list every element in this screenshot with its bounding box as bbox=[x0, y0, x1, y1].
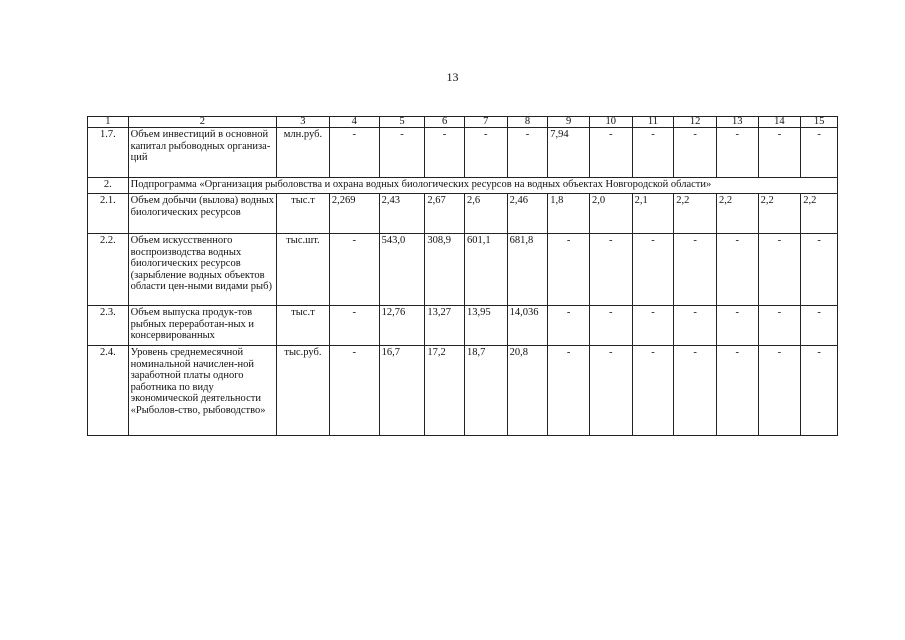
value-cell: 2,2 bbox=[716, 194, 758, 234]
column-header: 4 bbox=[329, 117, 379, 128]
indicator-name: Объем искусственного воспроизводства водных биологических ресурсов (зарыбление водных объектов области цен-ными видами рыб) bbox=[128, 234, 276, 306]
indicator-name: Объем выпуска продук-тов рыбных переработан-ных и консервированных bbox=[128, 306, 276, 346]
value-cell: 16,7 bbox=[379, 346, 425, 436]
column-header: 6 bbox=[425, 117, 465, 128]
value-cell: 308,9 bbox=[425, 234, 465, 306]
value-cell: - bbox=[589, 128, 632, 178]
header-row bbox=[88, 117, 838, 128]
table-row bbox=[88, 194, 838, 234]
value-cell: - bbox=[632, 306, 674, 346]
value-cell: 18,7 bbox=[464, 346, 507, 436]
value-cell: - bbox=[589, 234, 632, 306]
value-cell: - bbox=[329, 346, 379, 436]
value-cell: 543,0 bbox=[379, 234, 425, 306]
table-row bbox=[88, 234, 838, 306]
value-cell: - bbox=[716, 234, 758, 306]
value-cell: 2,46 bbox=[507, 194, 548, 234]
indicator-name: Объем добычи (вылова) водных биологических ресурсов bbox=[128, 194, 276, 234]
table-row bbox=[88, 128, 838, 178]
column-header: 11 bbox=[632, 117, 674, 128]
value-cell: - bbox=[801, 306, 838, 346]
value-cell: 7,94 bbox=[548, 128, 590, 178]
value-cell: - bbox=[716, 346, 758, 436]
value-cell: - bbox=[464, 128, 507, 178]
column-header: 7 bbox=[464, 117, 507, 128]
table-row bbox=[88, 346, 838, 436]
value-cell: - bbox=[379, 128, 425, 178]
value-cell: - bbox=[589, 346, 632, 436]
value-cell: - bbox=[758, 306, 801, 346]
unit-cell: млн.руб. bbox=[277, 128, 330, 178]
column-header: 13 bbox=[716, 117, 758, 128]
value-cell: - bbox=[674, 128, 717, 178]
subprogram-title: Подпрограмма «Организация рыболовства и охрана водных биологических ресурсов на водных объектах Новгородской области» bbox=[128, 178, 837, 194]
value-cell: 2,1 bbox=[632, 194, 674, 234]
indicator-name: Объем инвестиций в основной капитал рыбоводных организа-ций bbox=[128, 128, 276, 178]
value-cell: - bbox=[758, 234, 801, 306]
column-header: 3 bbox=[277, 117, 330, 128]
column-header: 14 bbox=[758, 117, 801, 128]
indicator-name: Уровень среднемесячной номинальной начислен-ной заработной платы одного работника по виду экономической деятельности «Рыболов-ство, рыбоводство» bbox=[128, 346, 276, 436]
unit-cell: тыс.т bbox=[277, 306, 330, 346]
value-cell: 2,2 bbox=[674, 194, 717, 234]
value-cell: - bbox=[632, 128, 674, 178]
section-row bbox=[88, 178, 838, 194]
column-header: 2 bbox=[128, 117, 276, 128]
value-cell: - bbox=[716, 306, 758, 346]
indicators-table bbox=[87, 116, 838, 436]
value-cell: - bbox=[801, 128, 838, 178]
column-header: 10 bbox=[589, 117, 632, 128]
row-number: 2.2. bbox=[88, 234, 129, 306]
row-number: 2. bbox=[88, 178, 129, 194]
value-cell: - bbox=[589, 306, 632, 346]
column-header: 5 bbox=[379, 117, 425, 128]
page-number: 13 bbox=[446, 70, 459, 84]
value-cell: - bbox=[758, 346, 801, 436]
value-cell: 2,2 bbox=[801, 194, 838, 234]
value-cell: 2,6 bbox=[464, 194, 507, 234]
column-header: 1 bbox=[88, 117, 129, 128]
column-header: 12 bbox=[674, 117, 717, 128]
column-header: 9 bbox=[548, 117, 590, 128]
value-cell: 601,1 bbox=[464, 234, 507, 306]
row-number: 2.4. bbox=[88, 346, 129, 436]
value-cell: 12,76 bbox=[379, 306, 425, 346]
value-cell: 13,27 bbox=[425, 306, 465, 346]
value-cell: - bbox=[674, 306, 717, 346]
value-cell: 20,8 bbox=[507, 346, 548, 436]
unit-cell: тыс.т bbox=[277, 194, 330, 234]
value-cell: 2,2 bbox=[758, 194, 801, 234]
value-cell: - bbox=[425, 128, 465, 178]
value-cell: - bbox=[548, 234, 590, 306]
value-cell: - bbox=[758, 128, 801, 178]
value-cell: 2,67 bbox=[425, 194, 465, 234]
row-number: 2.1. bbox=[88, 194, 129, 234]
value-cell: - bbox=[329, 234, 379, 306]
column-header: 15 bbox=[801, 117, 838, 128]
value-cell: 17,2 bbox=[425, 346, 465, 436]
value-cell: 2,43 bbox=[379, 194, 425, 234]
value-cell: - bbox=[674, 346, 717, 436]
value-cell: - bbox=[632, 234, 674, 306]
value-cell: 14,036 bbox=[507, 306, 548, 346]
value-cell: - bbox=[329, 306, 379, 346]
value-cell: - bbox=[632, 346, 674, 436]
value-cell: 2,269 bbox=[329, 194, 379, 234]
value-cell: - bbox=[548, 346, 590, 436]
value-cell: - bbox=[548, 306, 590, 346]
value-cell: - bbox=[674, 234, 717, 306]
value-cell: - bbox=[801, 234, 838, 306]
unit-cell: тыс.шт. bbox=[277, 234, 330, 306]
value-cell: - bbox=[801, 346, 838, 436]
value-cell: 2,0 bbox=[589, 194, 632, 234]
column-header: 8 bbox=[507, 117, 548, 128]
table-row bbox=[88, 306, 838, 346]
value-cell: 13,95 bbox=[464, 306, 507, 346]
value-cell: - bbox=[507, 128, 548, 178]
row-number: 2.3. bbox=[88, 306, 129, 346]
row-number: 1.7. bbox=[88, 128, 129, 178]
value-cell: 681,8 bbox=[507, 234, 548, 306]
unit-cell: тыс.руб. bbox=[277, 346, 330, 436]
value-cell: - bbox=[716, 128, 758, 178]
value-cell: 1,8 bbox=[548, 194, 590, 234]
value-cell: - bbox=[329, 128, 379, 178]
